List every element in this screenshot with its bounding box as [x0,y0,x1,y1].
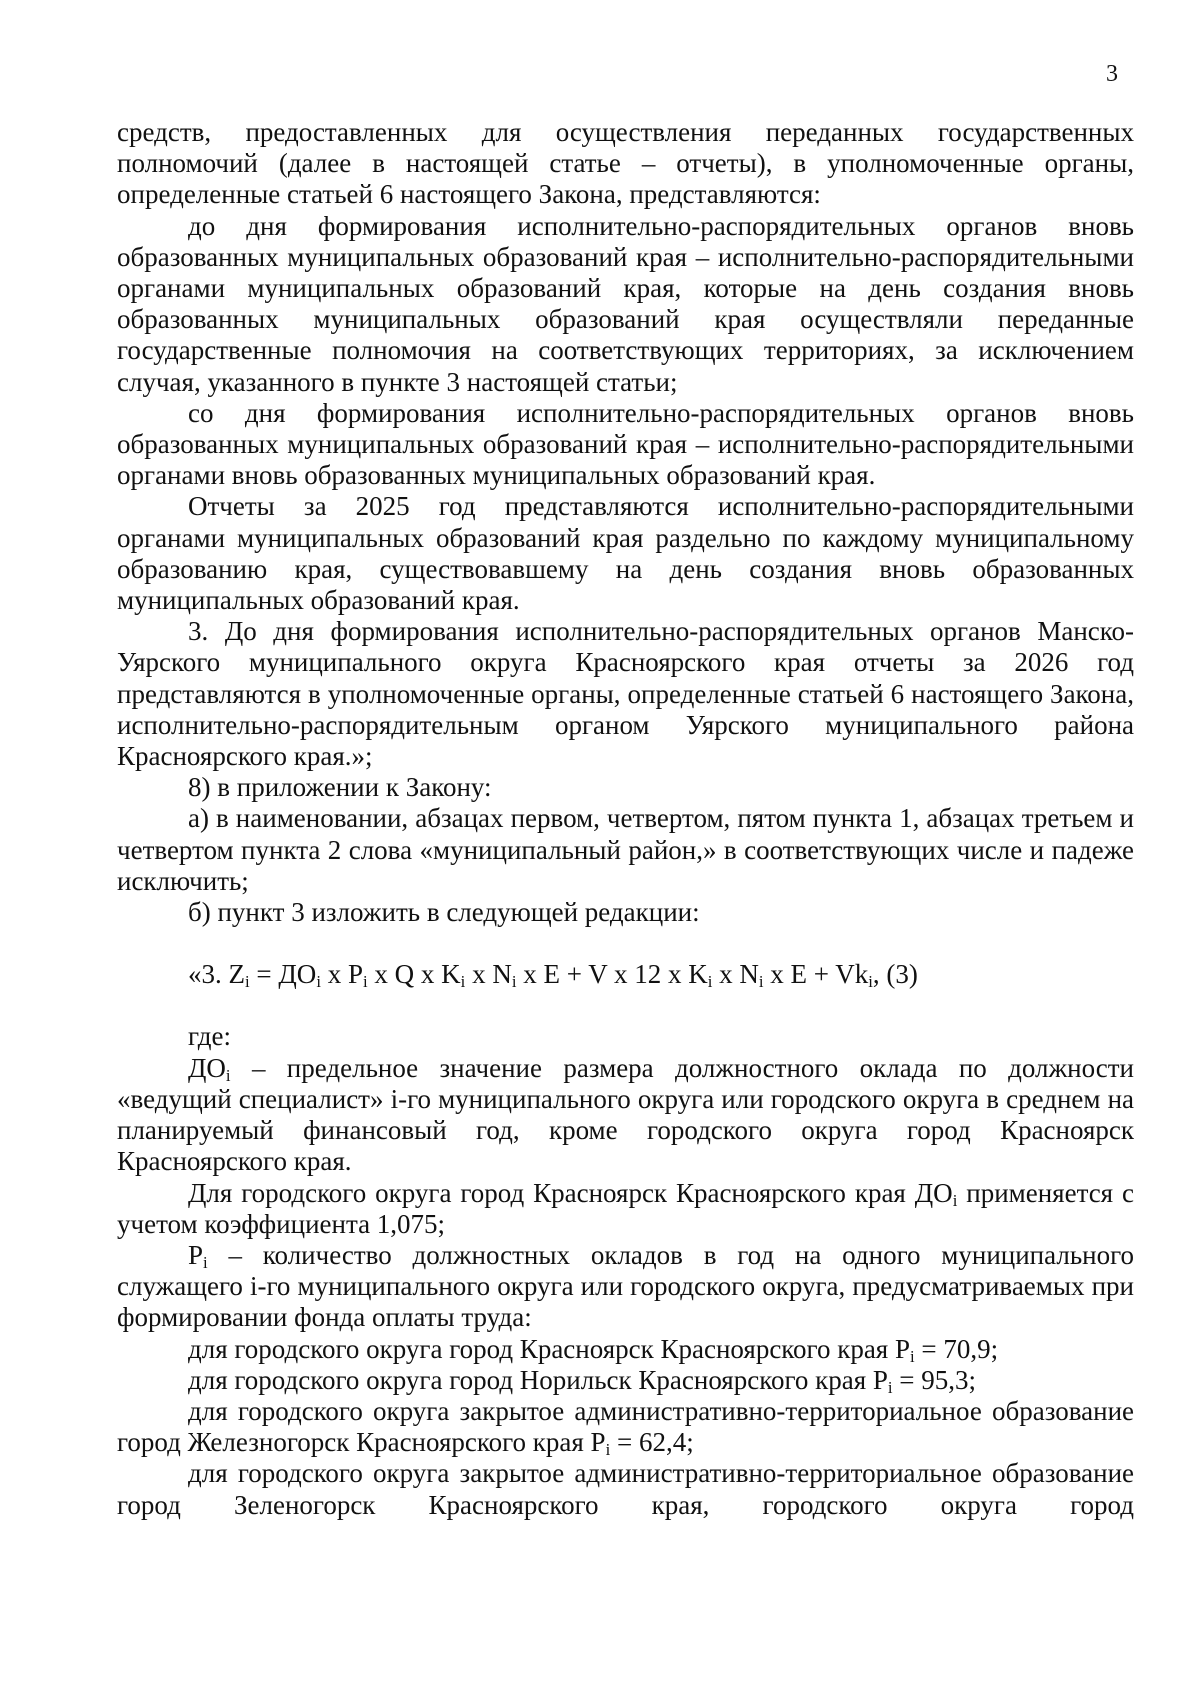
paragraph-krasnoyarsk-p: для городского округа город Красноярск Красноярского края $P_i = 70,9$; [188,1333,999,1366]
paragraph-item-8: 8) в приложении к Закону: [188,772,492,803]
paragraph-where: где: [188,1021,231,1052]
paragraph-before-formation: до дня формирования исполнительно-распорядительных органов вновь образованных муниципальных образований края – исполнительно-распорядительными органами муниципальных образований края, которые на день создания вновь образованных муниципальных образований края осуществляли переданные государственные полномочия на соответствующих территориях, за исключением случая, указанного в пункте 3 настоящей статьи; [117,210,1134,397]
paragraph-zheleznogorsk-p: для городского округа закрытое административно-территориальное образование город Железногорск Красноярского края $P_i = 62,4$; [117,1395,1134,1460]
paragraph-p-definition: $P_i$ – количество должностных окладов в год на одного муниципального служащего i-го муниципального округа или городского округа, предусматриваемых при формировании фонда оплаты труда: [117,1239,1134,1333]
formula-3: «3. $Z_i = ДО_i$ x $P_i$ x Q x $K_i$ x $N_i$ x E + V x 12 x $K_i$ x $N_i$ x $E + Vk_i$, (3) [188,959,918,992]
page-number: 3 [1106,61,1118,87]
paragraph-subitem-a: а) в наименовании, абзацах первом, четвертом, пятом пункта 1, абзацах третьем и четвертом пункта 2 слова «муниципальный район,» в соответствующих числе и падеже исключить; [117,803,1134,896]
paragraph-krasnoyarsk-coefficient: Для городского округа город Красноярск Красноярского края $ДО_i$ применяется с учетом коэффициента 1,075; [117,1177,1134,1239]
paragraph-reports-intro: средств, предоставленных для осуществления переданных государственных полномочий (далее в настоящей статье – отчеты), в уполномоченные органы, определенные статьей 6 настоящего Закона, представляются: [117,117,1134,210]
paragraph-reports-2025: Отчеты за 2025 год представляются исполнительно-распорядительными органами муниципальных образований края раздельно по каждому муниципальному образованию края, существовавшему на день создания вновь образованных муниципальных образований края. [117,491,1134,616]
paragraph-zelenogorsk: для городского округа закрытое административно-территориальное образование город Зеленогорск Красноярского края, городского округа город [117,1458,1134,1520]
paragraph-item-3: 3. До дня формирования исполнительно-распорядительных органов Манско-Уярского муниципального округа Красноярского края отчеты за 2026 год представляются в уполномоченные органы, определенные статьей 6 настоящего Закона, исполнительно-распорядительным органом Уярского муниципального района Красноярского края.»; [117,616,1134,772]
paragraph-subitem-b: б) пункт 3 изложить в следующей редакции: [188,897,700,928]
paragraph-norilsk-p: для городского округа город Норильск Красноярского края $P_i = 95,3$; [188,1364,977,1397]
document-body [117,117,1134,1521]
paragraph-do-definition: $ДО_i$ – предельное значение размера должностного оклада по должности «ведущий специалист» i-го муниципального округа или городского округа в среднем на планируемый финансовый год, кроме городского округа город Красноярск Красноярского края. [117,1052,1134,1177]
paragraph-from-formation: со дня формирования исполнительно-распорядительных органов вновь образованных муниципальных образований края – исполнительно-распорядительными органами вновь образованных муниципальных образований края. [117,397,1134,491]
